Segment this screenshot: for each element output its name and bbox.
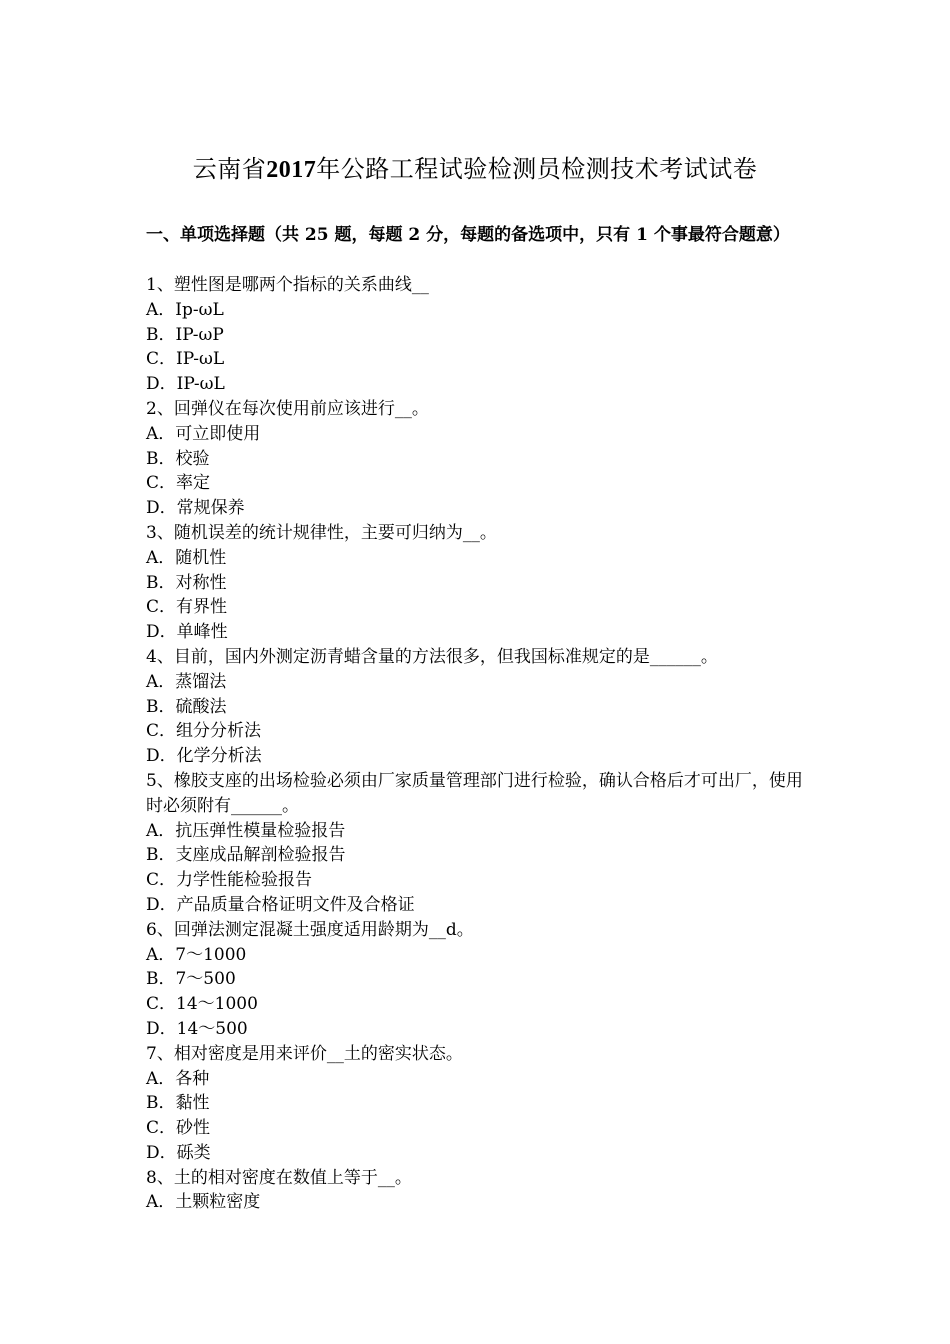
document-title (0, 152, 950, 187)
question-1: 1、塑性图是哪两个指标的关系曲线__ (146, 275, 429, 295)
option-4c: C．组分分析法 (146, 721, 262, 742)
title-year: 2017 (266, 157, 317, 183)
option-1a: A．Ip-ωL (146, 299, 224, 320)
option-5a: A．抗压弹性模量检验报告 (146, 820, 346, 841)
option-6c: C．14～1000 (146, 994, 258, 1015)
question-4: 4、目前，国内外测定沥青蜡含量的方法很多，但我国标准规定的是______。 (146, 646, 718, 667)
option-1c: C．IP-ωL (146, 349, 225, 370)
option-7d: D．砾类 (146, 1142, 211, 1163)
option-2c: C．率定 (146, 473, 211, 494)
option-8a: A．土颗粒密度 (146, 1192, 261, 1213)
option-2a: A．可立即使用 (146, 423, 261, 444)
option-5d: D．产品质量合格证明文件及合格证 (146, 894, 415, 915)
question-2: 2、回弹仪在每次使用前应该进行__。 (146, 398, 429, 419)
question-list (146, 273, 811, 1215)
option-2b: B．校验 (146, 448, 210, 469)
option-7a: A．各种 (146, 1068, 210, 1089)
option-5c: C．力学性能检验报告 (146, 870, 313, 891)
title-prefix: 云南省 (192, 155, 267, 183)
option-1d: D．IP-ωL (146, 374, 225, 395)
option-6d: D．14～500 (146, 1018, 248, 1039)
question-3: 3、随机误差的统计规律性，主要可归纳为__。 (146, 522, 497, 543)
question-5: 5、橡胶支座的出场检验必须由厂家质量管理部门进行检验，确认合格后才可出厂，使用时必须附有______。 (146, 770, 803, 816)
option-4a: A．蒸馏法 (146, 671, 227, 692)
section-heading: 一、单项选择题（共 25 题，每题 2 分，每题的备选项中，只有 1 个事最符合题意） (146, 225, 790, 245)
option-3c: C．有界性 (146, 597, 228, 618)
option-6a: A．7～1000 (146, 944, 247, 965)
option-3a: A．随机性 (146, 547, 227, 568)
option-2d: D．常规保养 (146, 498, 245, 519)
option-3d: D．单峰性 (146, 622, 228, 643)
question-8: 8、土的相对密度在数值上等于__。 (146, 1167, 412, 1188)
option-1b: B．IP-ωP (146, 324, 224, 345)
title-suffix: 年公路工程试验检测员检测技术考试试卷 (316, 155, 758, 183)
option-7b: B．黏性 (146, 1093, 210, 1114)
question-7: 7、相对密度是用来评价__土的密实状态。 (146, 1043, 463, 1064)
option-7c: C．砂性 (146, 1118, 211, 1139)
question-6: 6、回弹法测定混凝土强度适用龄期为__d。 (146, 919, 474, 940)
option-5b: B．支座成品解剖检验报告 (146, 845, 346, 866)
option-4b: B．硫酸法 (146, 696, 227, 717)
option-4d: D．化学分析法 (146, 746, 262, 767)
option-3b: B．对称性 (146, 572, 227, 593)
option-6b: B．7～500 (146, 969, 236, 990)
